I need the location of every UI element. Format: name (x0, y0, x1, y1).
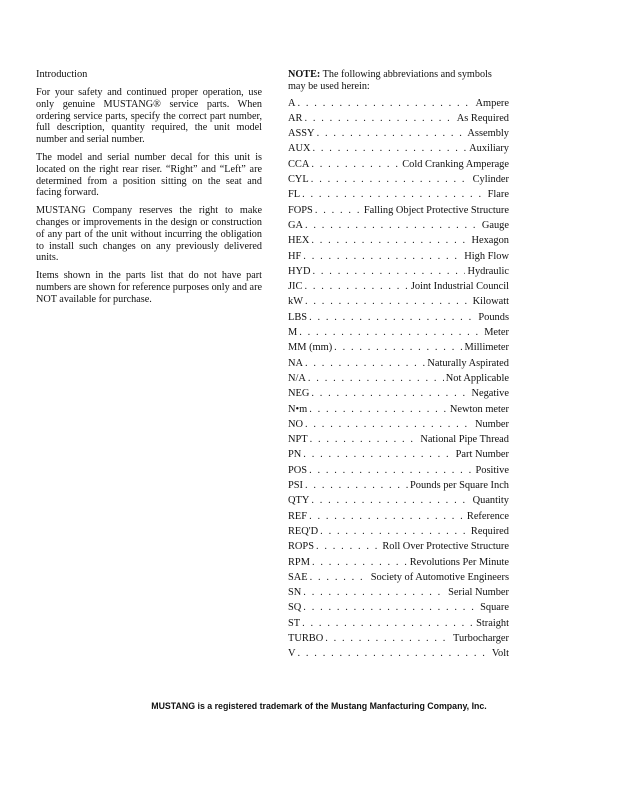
abbreviation-row (288, 432, 509, 447)
abbreviation-meaning: Gauge (481, 219, 509, 231)
abbreviation-row (288, 126, 509, 141)
abbreviation-meaning: Hydraulic (467, 265, 509, 277)
abbreviation-meaning: Meter (484, 327, 509, 339)
abbreviation-key: FL (288, 189, 301, 201)
abbreviation-key: kW (288, 296, 304, 308)
abbreviation-key: M (288, 327, 298, 339)
introduction-section (36, 69, 262, 312)
abbreviation-meaning: Cold Cranking Amperage (402, 158, 509, 170)
abbreviation-key: RPM (288, 556, 310, 568)
abbreviation-row (288, 600, 509, 615)
abbreviation-key: A (288, 97, 296, 109)
abbreviation-key: NPT (288, 434, 308, 446)
abbreviation-meaning: Turbocharger (453, 632, 509, 644)
abbreviation-key: FOPS (288, 204, 313, 216)
abbreviation-key: CCA (288, 158, 310, 170)
abbreviation-meaning: Flare (487, 189, 509, 201)
abbreviation-row (288, 478, 509, 493)
abbreviation-row (288, 585, 509, 600)
abbreviation-row (288, 646, 509, 661)
abbreviation-meaning: Not Applicable (445, 372, 509, 384)
abbreviation-key: POS (288, 464, 308, 476)
abbreviation-key: JIC (288, 281, 303, 293)
abbreviation-key: NA (288, 357, 304, 369)
abbreviation-key: SN (288, 587, 302, 599)
abbreviation-meaning: Roll Over Protective Structure (382, 541, 509, 553)
dot-leader (315, 203, 362, 218)
note-label: NOTE: (288, 69, 321, 80)
abbreviation-meaning: Auxiliary (469, 143, 509, 155)
intro-paragraph-service-parts: For your safety and continued proper operation, use only genuine MUSTANG® service parts. When ordering service parts, specify the correct part number, full description, quantity required, the unit model number and serial number. (36, 87, 262, 146)
abbreviation-row (288, 249, 509, 264)
abbreviation-row (288, 218, 509, 233)
trademark-footer: MUSTANG is a registered trademark of the Mustang Manfacturing Company, Inc. (151, 701, 487, 711)
abbreviation-row (288, 402, 509, 417)
dot-leader (309, 463, 473, 478)
abbreviation-key: GA (288, 219, 304, 231)
intro-paragraph-serial-decal: The model and serial number decal for this unit is located on the right rear riser. “Right” and “Left” are determined from a position sitting on the seat and facing forward. (36, 151, 262, 199)
abbreviation-meaning: Millimeter (464, 342, 509, 354)
dot-leader (305, 218, 480, 233)
abbreviation-meaning: Required (470, 525, 509, 537)
dot-leader (298, 646, 490, 661)
dot-leader (325, 631, 451, 646)
abbreviation-key: QTY (288, 495, 310, 507)
abbreviation-meaning: Assembly (467, 128, 509, 140)
abbreviation-meaning: Hexagon (471, 235, 509, 247)
abbreviations-section (288, 69, 509, 662)
abbreviation-row (288, 386, 509, 401)
dot-leader (302, 616, 474, 631)
abbreviation-key: AR (288, 112, 303, 124)
abbreviation-key: REF (288, 510, 308, 522)
abbreviation-meaning: Society of Automotive Engineers (370, 571, 509, 583)
abbreviation-key: NO (288, 418, 304, 430)
abbreviation-meaning: Square (480, 602, 509, 614)
abbreviation-row (288, 233, 509, 248)
abbreviation-row (288, 524, 509, 539)
abbreviation-row (288, 310, 509, 325)
abbreviation-row (288, 539, 509, 554)
abbreviation-key: SQ (288, 602, 302, 614)
abbreviation-key: CYL (288, 174, 309, 186)
abbreviation-row (288, 493, 509, 508)
abbreviation-row (288, 111, 509, 126)
abbreviation-key: PN (288, 449, 302, 461)
abbreviation-meaning: Ampere (475, 97, 509, 109)
abbreviation-key: N•m (288, 403, 308, 415)
abbreviation-key: MM (mm) (288, 342, 333, 354)
dot-leader (305, 478, 408, 493)
dot-leader (304, 111, 454, 126)
dot-leader (309, 509, 465, 524)
abbreviation-key: HYD (288, 265, 311, 277)
abbreviation-meaning: Number (474, 418, 509, 430)
abbreviations-note (288, 69, 509, 93)
dot-leader (305, 417, 473, 432)
abbreviation-row (288, 555, 509, 570)
abbreviation-meaning: Volt (491, 648, 509, 660)
abbreviation-key: HF (288, 250, 302, 262)
abbreviation-row (288, 264, 509, 279)
abbreviation-key: N/A (288, 372, 306, 384)
intro-paragraph-design-changes: MUSTANG Company reserves the right to make changes or improvements in the design or construction of any part of the unit without incurring the obligation to install such changes on any previously delivered units. (36, 205, 262, 264)
abbreviation-meaning: Revolutions Per Minute (409, 556, 509, 568)
dot-leader (309, 402, 448, 417)
abbreviation-meaning: Quantity (472, 495, 509, 507)
abbreviation-meaning: Kilowatt (472, 296, 509, 308)
abbreviations-list (288, 96, 509, 662)
abbreviation-row (288, 616, 509, 631)
dot-leader (311, 172, 471, 187)
abbreviation-meaning: National Pipe Thread (420, 434, 509, 446)
abbreviation-key: ASSY (288, 128, 315, 140)
dot-leader (311, 157, 400, 172)
intro-paragraph-reference-items: Items shown in the parts list that do not have part numbers are shown for reference purposes only and are NOT available for purchase. (36, 270, 262, 305)
abbreviation-meaning: Cylinder (472, 174, 509, 186)
abbreviation-row (288, 509, 509, 524)
abbreviation-key: V (288, 648, 296, 660)
abbreviation-meaning: Serial Number (448, 587, 509, 599)
abbreviation-meaning: Positive (475, 464, 509, 476)
dot-leader (303, 585, 446, 600)
abbreviation-meaning: Pounds per Square Inch (410, 480, 509, 492)
dot-leader (313, 264, 466, 279)
abbreviation-key: ROPS (288, 541, 314, 553)
abbreviation-meaning: Reference (466, 510, 509, 522)
abbreviation-meaning: Negative (471, 388, 509, 400)
abbreviation-row (288, 325, 509, 340)
introduction-heading: Introduction (36, 69, 88, 80)
abbreviation-meaning: High Flow (464, 250, 509, 262)
dot-leader (298, 96, 474, 111)
abbreviation-row (288, 203, 509, 218)
abbreviation-meaning: Straight (476, 617, 509, 629)
abbreviation-row (288, 157, 509, 172)
abbreviation-key: AUX (288, 143, 311, 155)
dot-leader (311, 233, 469, 248)
abbreviation-row (288, 356, 509, 371)
dot-leader (304, 279, 408, 294)
dot-leader (303, 249, 462, 264)
abbreviation-row (288, 96, 509, 111)
dot-leader (316, 539, 380, 554)
dot-leader (302, 187, 486, 202)
abbreviation-meaning: Naturally Aspirated (427, 357, 509, 369)
abbreviation-meaning: Part Number (455, 449, 509, 461)
dot-leader (334, 340, 462, 355)
abbreviation-row (288, 279, 509, 294)
dot-leader (313, 141, 468, 156)
dot-leader (312, 555, 408, 570)
abbreviation-key: REQ'D (288, 525, 319, 537)
abbreviation-row (288, 631, 509, 646)
abbreviation-key: TURBO (288, 632, 324, 644)
abbreviation-row (288, 417, 509, 432)
abbreviation-row (288, 371, 509, 386)
abbreviation-key: PSI (288, 480, 304, 492)
dot-leader (309, 310, 476, 325)
abbreviation-row (288, 141, 509, 156)
abbreviation-row (288, 172, 509, 187)
abbreviation-meaning: Newton meter (449, 403, 509, 415)
abbreviation-row (288, 294, 509, 309)
abbreviation-meaning: Pounds (478, 311, 509, 323)
abbreviation-key: ST (288, 617, 301, 629)
dot-leader (311, 493, 470, 508)
abbreviation-key: SAE (288, 571, 308, 583)
abbreviation-key: HEX (288, 235, 310, 247)
dot-leader (310, 570, 369, 585)
abbreviation-row (288, 187, 509, 202)
dot-leader (303, 447, 453, 462)
abbreviation-row (288, 447, 509, 462)
abbreviation-key: LBS (288, 311, 308, 323)
abbreviation-row (288, 570, 509, 585)
abbreviation-meaning: As Required (456, 112, 509, 124)
dot-leader (303, 600, 478, 615)
abbreviation-meaning: Joint Industrial Council (410, 281, 509, 293)
abbreviation-meaning: Falling Object Protective Structure (363, 204, 509, 216)
dot-leader (317, 126, 466, 141)
dot-leader (320, 524, 469, 539)
abbreviation-row (288, 340, 509, 355)
abbreviation-row (288, 463, 509, 478)
abbreviation-key: NEG (288, 388, 310, 400)
note-text: The following abbreviations and symbols may be used herein: (288, 69, 492, 92)
dot-leader (299, 325, 482, 340)
dot-leader (305, 294, 471, 309)
dot-leader (308, 371, 444, 386)
dot-leader (311, 386, 469, 401)
dot-leader (305, 356, 425, 371)
dot-leader (310, 432, 419, 447)
